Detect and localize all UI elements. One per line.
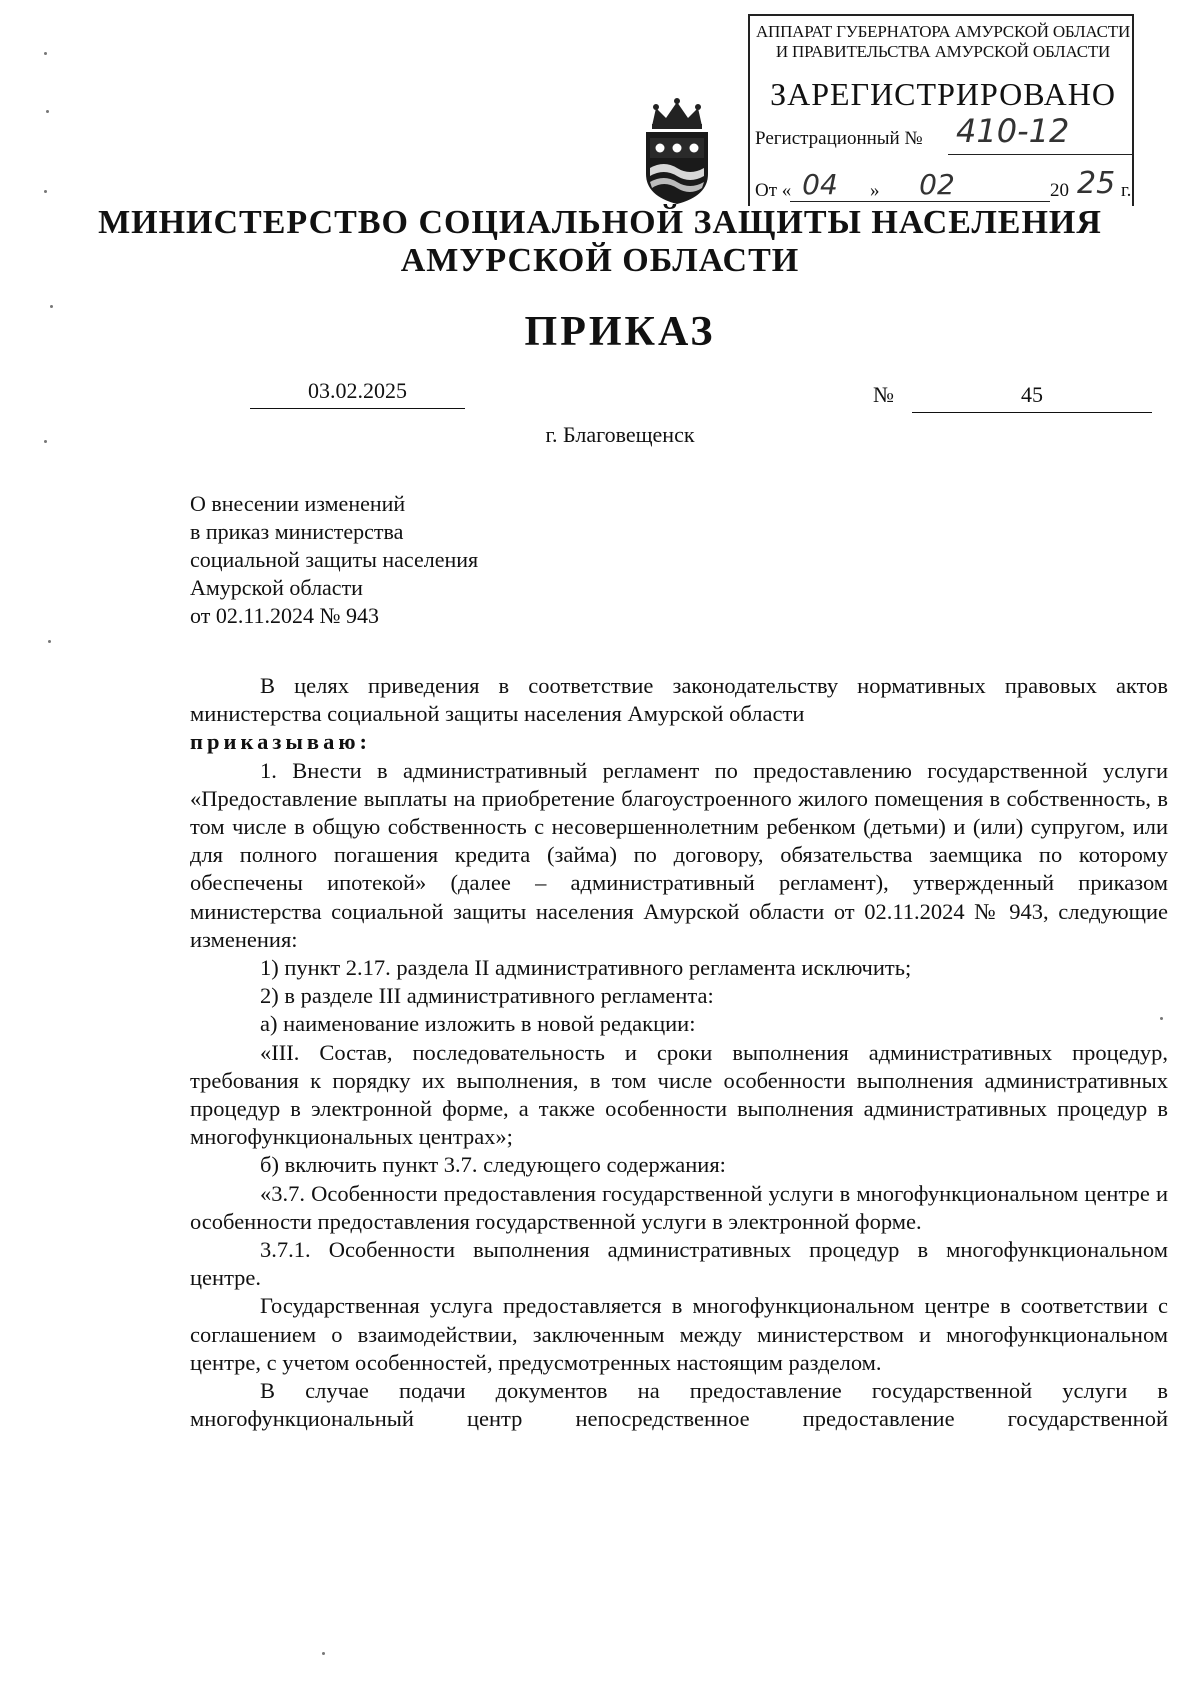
- stamp-reg-number-value: 410-12: [956, 112, 1070, 150]
- body-paragraph-10: В случае подачи документов на предоставление государственной услуги в многофункциональный центр непосредственное предоставление государственной: [190, 1378, 1168, 1432]
- scan-speck: [1160, 1017, 1163, 1020]
- order-number-sign: №: [873, 382, 894, 407]
- stamp-date-underline: [790, 201, 1050, 202]
- stamp-date-month: 02: [919, 168, 955, 201]
- ministry-name-line1: МИНИСТЕРСТВО СОЦИАЛЬНОЙ ЗАЩИТЫ НАСЕЛЕНИЯ: [98, 204, 1102, 241]
- body-paragraph-3: 2) в разделе III административного регламента:: [260, 983, 714, 1009]
- order-date: 03.02.2025: [250, 378, 465, 409]
- body-paragraph-9: Государственная услуга предоставляется в многофункциональном центре в соответствии с соглашением о взаимодействии, заключенным между министерством и многофункциональном центре, с учетом особенностей, предусмотренных настоящим разделом.: [190, 1293, 1168, 1375]
- subject-line: О внесении изменений: [190, 491, 406, 516]
- ministry-name-line2: АМУРСКОЙ ОБЛАСТИ: [400, 242, 800, 279]
- scan-speck: [46, 110, 49, 113]
- body-paragraph-4: а) наименование изложить в новой редакции:: [260, 1011, 696, 1037]
- subject-line: в приказ министерства: [190, 519, 404, 544]
- order-word: приказываю:: [190, 729, 372, 755]
- body-paragraph-2: 1) пункт 2.17. раздела II административного регламента исключить;: [260, 955, 912, 981]
- document-type-title: ПРИКАЗ: [524, 309, 716, 355]
- body-paragraph-7: «3.7. Особенности предоставления государственной услуги в многофункциональном центре и особенности предоставления государственной услуги в электронной форме.: [190, 1180, 1168, 1234]
- scan-speck: [44, 190, 47, 193]
- stamp-registered-label: ЗАРЕГИСТРИРОВАНО: [770, 76, 1116, 112]
- subject-line: социальной защиты населения: [190, 547, 479, 572]
- stamp-authority-line1: АППАРАТ ГУБЕРНАТОРА АМУРСКОЙ ОБЛАСТИ: [755, 22, 1131, 41]
- stamp-date-day: 04: [802, 168, 838, 201]
- order-subject: [190, 490, 478, 630]
- order-number: 45: [912, 382, 1152, 413]
- stamp-reg-number-label: Регистрационный №: [755, 128, 923, 149]
- subject-line: Амурской области: [190, 575, 363, 600]
- stamp-reg-number-underline: [948, 154, 1133, 155]
- stamp-authority-line2: И ПРАВИТЕЛЬСТВА АМУРСКОЙ ОБЛАСТИ: [775, 42, 1111, 61]
- scan-speck: [48, 640, 51, 643]
- stamp-date-prefix: От «: [755, 180, 792, 201]
- city: г. Благовещенск: [545, 422, 695, 447]
- stamp-year-abbrev: г.: [1121, 180, 1132, 201]
- body-paragraph-6: б) включить пункт 3.7. следующего содержания:: [260, 1152, 726, 1178]
- subject-line: от 02.11.2024 № 943: [190, 603, 379, 628]
- scan-speck: [44, 52, 47, 55]
- amur-region-emblem-icon: [636, 96, 718, 206]
- stamp-year-suffix: 25: [1077, 166, 1116, 201]
- body-paragraph-8: 3.7.1. Особенности выполнения административных процедур в многофункциональном центре.: [190, 1237, 1168, 1291]
- scan-speck: [322, 1652, 325, 1655]
- body-paragraph-5: «III. Состав, последовательность и сроки выполнения административных процедур, требования к порядку их выполнения, в том числе особенности выполнения административных процедур в электронной форме, а также особенности выполнения административных процедур в многофункциональных центрах»;: [190, 1039, 1168, 1150]
- body-paragraph-1: 1. Внести в административный регламент по предоставлению государственной услуги «Предоставление выплаты на приобретение благоустроенного жилого помещения в собственность, в том числе в общую собственность с несовершеннолетним ребенком (детьми) и (или) супругом, или для полного погашения кредита (займа) по договору, обязательства заемщика по которому обеспечены ипотекой» (далее – административный регламент), утвержденный приказом министерства социальной защиты населения Амурской области от 02.11.2024 № 943, следующие изменения:: [190, 757, 1168, 952]
- scan-speck: [44, 440, 47, 443]
- stamp-date-quote: »: [870, 180, 880, 201]
- scan-speck: [50, 305, 53, 308]
- preamble-paragraph: В целях приведения в соответствие законодательству нормативных правовых актов министерства социальной защиты населения Амурской области: [190, 673, 1168, 727]
- order-body: [190, 672, 1168, 1433]
- stamp-year-prefix: 20: [1050, 180, 1069, 201]
